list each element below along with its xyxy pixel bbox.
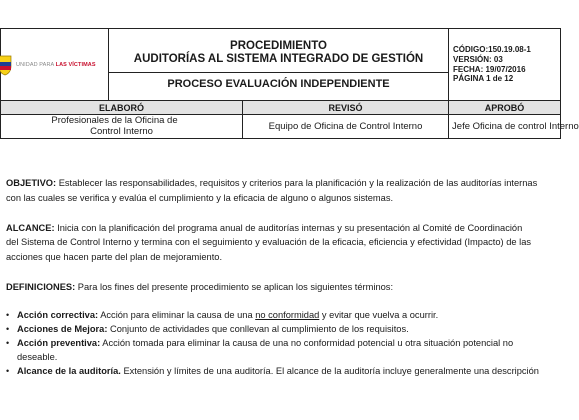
alcance-text-3: acciones que hacen parte del plan de mejoramiento. xyxy=(6,252,223,263)
definition-text: Acción para eliminar la causa de una xyxy=(98,309,256,320)
definition-term: Acción correctiva: xyxy=(17,309,99,320)
page-number: PÁGINA 1 de 12 xyxy=(453,74,514,84)
unidad-victimas-logo xyxy=(1,29,108,100)
definition-item xyxy=(6,364,566,378)
definition-text: Acción tomada para eliminar la causa de una no conformidad potencial u otra situación potencial no xyxy=(100,337,514,348)
no-conformidad-link[interactable]: no conformidad xyxy=(255,309,320,320)
document-title: AUDITORÍAS AL SISTEMA INTEGRADO DE GESTIÓN xyxy=(109,53,448,73)
definition-term: Acciones de Mejora: xyxy=(17,323,108,334)
signoff-header-row xyxy=(1,101,561,115)
alcance-text-1: Inicia con la planificación del programa anual de auditorías internas y su presentación al Comité de Coordinación xyxy=(54,222,523,233)
definition-item xyxy=(6,308,566,322)
reviso-header: REVISÓ xyxy=(243,101,449,115)
objetivo-text-2: con las cuales se verifica y evalúa el cumplimiento y la eficacia de alguno o algunos sistemas. xyxy=(6,192,394,203)
definition-text: Conjunto de actividades que conllevan al cumplimiento de los requisitos. xyxy=(107,323,409,334)
definiciones-text: Para los fines del presente procedimiento se aplican los siguientes términos: xyxy=(75,281,394,292)
document-type: PROCEDIMIENTO xyxy=(230,39,327,52)
alcance-text-2: del Sistema de Control Interno y termina con el seguimiento y evaluación de la eficacia, eficiencia y efectividad (Impacto) de las xyxy=(6,237,532,248)
signoff-values-row xyxy=(1,115,561,139)
definition-text: Extensión y límites de una auditoría. El alcance de la auditoría incluye generalmente una descripción xyxy=(120,365,539,376)
objetivo-section xyxy=(6,176,566,206)
elaboro-header: ELABORÓ xyxy=(1,101,243,115)
definition-item xyxy=(6,322,566,336)
elaboro-line-2: Control Interno xyxy=(90,125,153,137)
alcance-section xyxy=(6,221,566,265)
reviso-value: Equipo de Oficina de Control Interno xyxy=(243,115,449,139)
definition-term: Alcance de la auditoría. xyxy=(17,365,121,376)
definiciones-label: DEFINICIONES: xyxy=(6,281,76,292)
definition-item xyxy=(6,336,566,364)
definition-term: Acción preventiva: xyxy=(17,337,101,348)
colombia-shield-icon xyxy=(0,54,12,76)
elaboro-line-1: Profesionales de la Oficina de xyxy=(51,115,178,126)
definition-text: y evitar que vuelva a ocurrir. xyxy=(319,309,439,320)
document-header xyxy=(0,28,579,146)
document-body xyxy=(6,176,566,378)
definition-text: deseable. xyxy=(17,351,58,362)
document-control-info xyxy=(449,29,561,101)
definiciones-section xyxy=(6,280,566,295)
document-code: CÓDIGO:150.19.08-1 xyxy=(453,45,531,55)
logo-wordmark: UNIDAD PARA LAS VÍCTIMAS xyxy=(16,61,96,68)
alcance-label: ALCANCE: xyxy=(6,222,55,233)
document-date: FECHA: 19/07/2016 xyxy=(453,64,526,74)
aprobo-value: Jefe Oficina de control Interno xyxy=(449,115,561,139)
aprobo-header: APROBÓ xyxy=(449,101,561,115)
header-table xyxy=(0,28,579,139)
objetivo-label: OBJETIVO: xyxy=(6,178,57,188)
document-version: VERSIÓN: 03 xyxy=(453,54,503,64)
process-name: PROCESO EVALUACIÓN INDEPENDIENTE xyxy=(167,77,390,90)
title-cell xyxy=(109,29,449,101)
logo-cell xyxy=(1,29,109,101)
definitions-list xyxy=(6,308,566,378)
elaboro-value xyxy=(1,115,243,139)
objetivo-text-1: Establecer las responsabilidades, requisitos y criterios para la planificación y la realización de las auditorías internas xyxy=(56,178,538,188)
